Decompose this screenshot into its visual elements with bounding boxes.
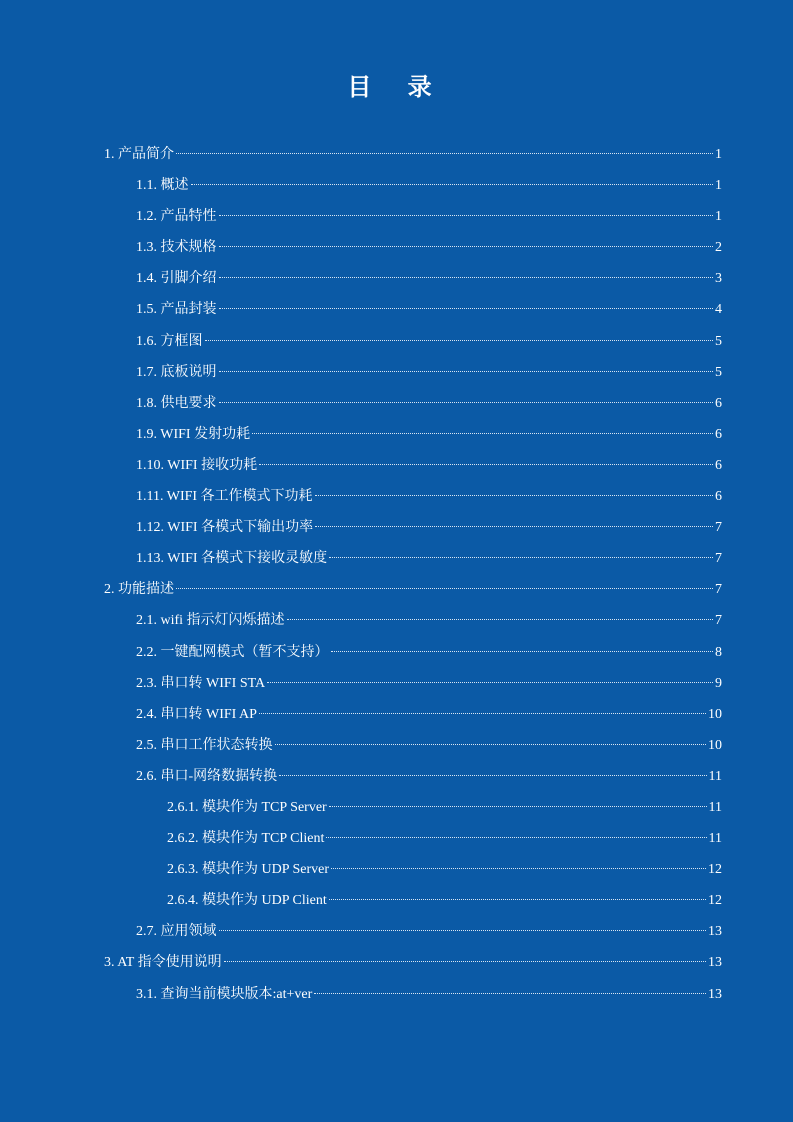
toc-entry-page-number: 9 xyxy=(715,675,722,691)
toc-entry[interactable] xyxy=(104,481,722,512)
toc-entry-page-number: 13 xyxy=(708,955,722,971)
toc-entry-page-number: 1 xyxy=(715,147,722,162)
toc-entry[interactable] xyxy=(104,730,722,761)
toc-entry-page-number: 1 xyxy=(715,178,722,194)
dot-leader xyxy=(219,215,714,216)
toc-entry-title: 2.6.3. 模块作为 UDP Server xyxy=(167,862,330,878)
toc-entry[interactable] xyxy=(104,792,722,823)
dot-leader xyxy=(259,464,713,465)
toc-entry[interactable] xyxy=(104,450,722,481)
toc-entry-page-number: 10 xyxy=(708,706,722,722)
dot-leader xyxy=(176,153,713,154)
toc-entry-title: 1.3. 技术规格 xyxy=(136,240,217,256)
toc-entry[interactable] xyxy=(104,947,722,978)
toc-entry-title: 1.9. WIFI 发射功耗 xyxy=(136,426,251,442)
toc-entry-page-number: 13 xyxy=(708,986,722,1002)
toc-entry[interactable] xyxy=(104,388,722,419)
toc-entry-page-number: 6 xyxy=(715,395,722,411)
toc-entry-title: 1.4. 引脚介绍 xyxy=(136,271,217,287)
toc-entry-page-number: 11 xyxy=(708,799,722,815)
toc-entry-title: 2.6.2. 模块作为 TCP Client xyxy=(167,831,325,847)
toc-entry[interactable] xyxy=(104,170,722,201)
toc-entry-page-number: 11 xyxy=(708,831,722,847)
toc-entry-title: 3. AT 指令使用说明 xyxy=(104,955,222,971)
toc-entry-title: 2.1. wifi 指示灯闪烁描述 xyxy=(136,613,285,629)
toc-entry[interactable] xyxy=(104,201,722,232)
toc-entry[interactable] xyxy=(104,885,722,916)
toc-entry[interactable] xyxy=(104,823,722,854)
toc-entry-page-number: 4 xyxy=(715,302,722,318)
toc-entry[interactable] xyxy=(104,854,722,885)
toc-entry-title: 1.12. WIFI 各模式下输出功率 xyxy=(136,520,314,536)
toc-entry-title: 2. 功能描述 xyxy=(104,582,174,598)
toc-entry[interactable] xyxy=(104,916,722,947)
table-of-contents xyxy=(104,139,722,1010)
toc-entry[interactable] xyxy=(104,326,722,357)
toc-entry-page-number: 1 xyxy=(715,209,722,225)
toc-entry[interactable] xyxy=(104,512,722,543)
page-title: 目 录 xyxy=(347,73,446,101)
toc-entry[interactable] xyxy=(104,605,722,636)
toc-entry-title: 2.6. 串口-网络数据转换 xyxy=(136,768,278,784)
toc-entry-page-number: 13 xyxy=(708,924,722,940)
toc-entry[interactable] xyxy=(104,139,722,170)
dot-leader xyxy=(252,433,713,434)
toc-entry-page-number: 3 xyxy=(715,271,722,287)
toc-entry-page-number: 2 xyxy=(715,240,722,256)
toc-entry-title: 2.6.1. 模块作为 TCP Server xyxy=(167,799,327,815)
toc-entry-title: 1.10. WIFI 接收功耗 xyxy=(136,457,258,473)
dot-leader xyxy=(326,837,706,838)
toc-entry[interactable] xyxy=(104,761,722,792)
dot-leader xyxy=(329,899,706,900)
toc-entry-title: 2.3. 串口转 WIFI STA xyxy=(136,675,266,691)
toc-entry-title: 2.6.4. 模块作为 UDP Client xyxy=(167,893,327,909)
toc-entry[interactable] xyxy=(104,637,722,668)
toc-entry[interactable] xyxy=(104,294,722,325)
dot-leader xyxy=(219,246,714,247)
dot-leader xyxy=(259,713,706,714)
toc-entry-page-number: 6 xyxy=(715,426,722,442)
toc-entry-page-number: 5 xyxy=(715,364,722,380)
toc-entry-title: 3.1. 查询当前模块版本:at+ver xyxy=(136,986,313,1002)
dot-leader xyxy=(219,277,714,278)
dot-leader xyxy=(287,619,713,620)
dot-leader xyxy=(329,557,713,558)
toc-entry-page-number: 8 xyxy=(715,644,722,660)
toc-entry[interactable] xyxy=(104,574,722,605)
dot-leader xyxy=(331,651,714,652)
toc-entry-title: 1. 产品简介 xyxy=(104,147,174,162)
toc-entry[interactable] xyxy=(104,699,722,730)
toc-entry-title: 1.8. 供电要求 xyxy=(136,395,217,411)
toc-entry-title: 2.2. 一键配网模式（暂不支持） xyxy=(136,644,329,660)
toc-entry-title: 1.2. 产品特性 xyxy=(136,209,217,225)
toc-entry-page-number: 6 xyxy=(715,489,722,505)
toc-entry-title: 2.4. 串口转 WIFI AP xyxy=(136,706,257,722)
toc-entry-page-number: 7 xyxy=(715,520,722,536)
dot-leader xyxy=(205,340,714,341)
toc-entry[interactable] xyxy=(104,232,722,263)
dot-leader xyxy=(267,682,713,683)
dot-leader xyxy=(176,588,713,589)
toc-entry-title: 1.11. WIFI 各工作模式下功耗 xyxy=(136,489,313,505)
toc-entry[interactable] xyxy=(104,419,722,450)
toc-entry-page-number: 5 xyxy=(715,333,722,349)
toc-entry-title: 1.6. 方框图 xyxy=(136,333,203,349)
toc-entry[interactable] xyxy=(104,979,722,1010)
dot-leader xyxy=(279,775,706,776)
toc-entry-title: 1.1. 概述 xyxy=(136,178,189,194)
toc-entry[interactable] xyxy=(104,263,722,294)
toc-entry-page-number: 7 xyxy=(715,582,722,598)
dot-leader xyxy=(314,993,706,994)
dot-leader xyxy=(224,961,706,962)
toc-entry-page-number: 10 xyxy=(708,737,722,753)
toc-entry[interactable] xyxy=(104,357,722,388)
toc-entry-page-number: 6 xyxy=(715,457,722,473)
dot-leader xyxy=(331,868,706,869)
toc-entry-title: 1.13. WIFI 各模式下接收灵敏度 xyxy=(136,551,328,567)
toc-entry-page-number: 7 xyxy=(715,551,722,567)
toc-entry-page-number: 12 xyxy=(708,893,722,909)
toc-entry-page-number: 12 xyxy=(708,862,722,878)
dot-leader xyxy=(219,402,714,403)
dot-leader xyxy=(275,744,707,745)
dot-leader xyxy=(315,526,713,527)
toc-entry-title: 1.5. 产品封装 xyxy=(136,302,217,318)
toc-entry-title: 1.7. 底板说明 xyxy=(136,364,217,380)
dot-leader xyxy=(219,930,707,931)
dot-leader xyxy=(329,806,707,807)
dot-leader xyxy=(191,184,714,185)
dot-leader xyxy=(219,308,714,309)
dot-leader xyxy=(219,371,714,372)
dot-leader xyxy=(315,495,713,496)
toc-entry-title: 2.5. 串口工作状态转换 xyxy=(136,737,273,753)
toc-entry-title: 2.7. 应用领域 xyxy=(136,924,217,940)
toc-entry[interactable] xyxy=(104,668,722,699)
toc-entry[interactable] xyxy=(104,543,722,574)
toc-entry-page-number: 11 xyxy=(708,768,722,784)
toc-entry-page-number: 7 xyxy=(715,613,722,629)
